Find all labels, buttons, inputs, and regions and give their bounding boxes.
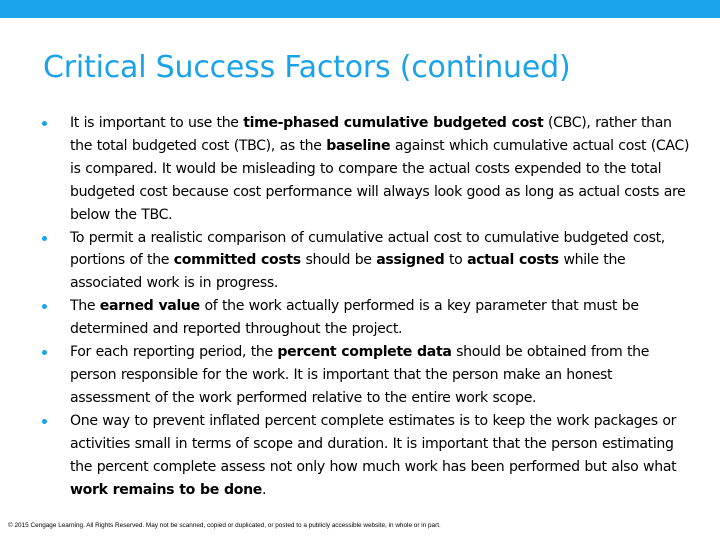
bullet-dot-icon [42, 350, 47, 355]
body-text: should be obtained from the person responsible for the work. It is important that the person make an honest assessment of the work performed relative to the entire work scope. [70, 344, 650, 406]
emphasis-text: work remains to be done [70, 481, 262, 498]
bullet-item [40, 227, 690, 296]
body-text: One way to prevent inflated percent complete estimates is to keep the work packages or activities small in terms of scope and duration. It is important that the person estimating the percent complete assess not only how much work has been performed but also what [70, 412, 677, 475]
body-text: To permit a realistic comparison of cumulative actual cost to cumulative budgeted cost, portions of the [70, 229, 665, 269]
emphasis-text: percent complete data [277, 344, 452, 361]
bullet-dot-icon [42, 304, 47, 309]
copyright-footer: © 2015 Cengage Learning. All Rights Reserved. May not be scanned, copied or duplicated, or posted to a publicly accessible website, in whole or in part. [8, 522, 441, 529]
body-text: against which cumulative actual cost (CAC) is compared. It would be misleading to compare the actual costs expended to the total budgeted cost because cost performance will always look good as long as actual costs are below the TBC. [70, 137, 690, 223]
body-text: The [70, 298, 100, 315]
bullet-dot-icon [42, 419, 47, 424]
emphasis-text: baseline [326, 137, 391, 154]
bullet-item [40, 295, 690, 341]
body-text: should be [300, 252, 377, 269]
emphasis-text: actual costs [467, 252, 559, 269]
bullet-dot-icon [42, 121, 47, 126]
emphasis-text: time-phased cumulative budgeted cost [243, 115, 544, 131]
bullet-list [40, 112, 690, 501]
bullet-item [40, 341, 690, 410]
top-accent-bar [0, 0, 720, 18]
bullet-text [70, 115, 689, 223]
body-text: of the work actually performed is a key parameter that must be determined and reported throughout the project. [70, 298, 639, 338]
body-text: to [444, 252, 468, 269]
bullet-item [40, 410, 690, 502]
bullet-text [70, 230, 665, 292]
bullet-text [70, 344, 649, 406]
body-text: while the associated work is in progress. [70, 252, 626, 292]
emphasis-text: earned value [99, 298, 200, 315]
slide-title: Critical Success Factors (continued) [43, 50, 571, 85]
bullet-text [70, 413, 676, 498]
body-text: It is important to use the [70, 115, 244, 131]
bullet-dot-icon [42, 236, 47, 241]
body-text: For each reporting period, the [70, 344, 278, 361]
bullet-item [40, 112, 690, 227]
bullet-text [70, 298, 639, 337]
emphasis-text: assigned [376, 252, 445, 269]
emphasis-text: committed costs [173, 252, 301, 269]
body-text: . [262, 481, 267, 498]
body-text: (CBC), rather than the total budgeted cost (TBC), as the [70, 115, 672, 154]
